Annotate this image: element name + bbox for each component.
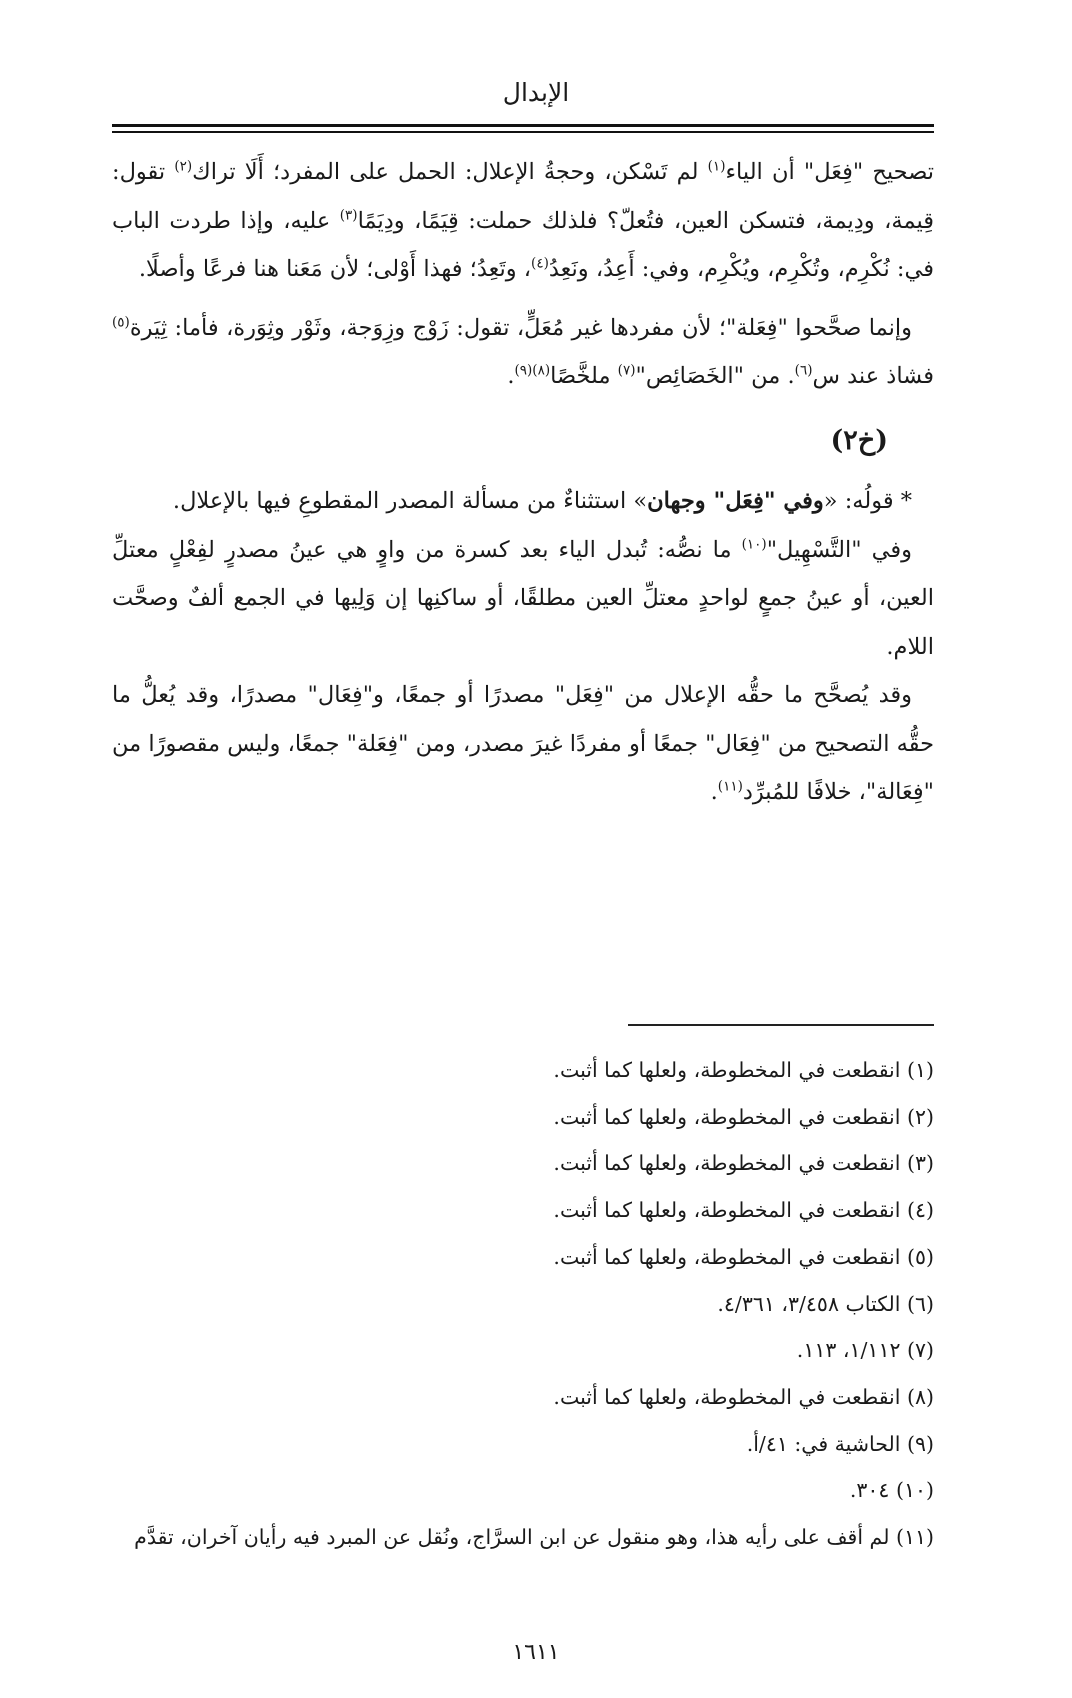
text: . bbox=[507, 363, 515, 389]
text: . bbox=[710, 779, 718, 805]
section-heading: (خ٢) bbox=[830, 424, 888, 456]
paragraph-2 bbox=[112, 304, 934, 401]
text: وفي "التَّسْهِيل" bbox=[766, 536, 912, 563]
footnote-ref-7[interactable]: (٧) bbox=[617, 362, 636, 379]
footnote-ref-5[interactable]: (٥) bbox=[112, 314, 130, 330]
text: وقد يُصحَّح ما حقُّه الإعلال من "فِعَل" مصدرًا أو جمعًا، و"فِعَال" مصدرًا، وقد يُعلُّ ما حقُّه التصحيح من "فِعَال" جمعًا أو مفردًا غيرَ مصدر، ومن "فِعَلة" جمعًا، وليس مقصورًا من "فِعَالة"، خلافًا للمُبرِّد bbox=[112, 682, 934, 805]
footnote: (٦) الكتاب ٣/٤٥٨، ٤/٣٦١. bbox=[717, 1291, 934, 1316]
main-text bbox=[112, 148, 934, 817]
page-number: ١٦١١ bbox=[512, 1640, 560, 1665]
footnote-ref-9[interactable]: (٩) bbox=[514, 362, 533, 379]
paragraph-3 bbox=[112, 477, 934, 526]
paragraph-4 bbox=[112, 526, 934, 672]
footnote: (٤) انقطعت في المخطوطة، ولعلها كما أثبت. bbox=[553, 1198, 934, 1223]
text: فشاذ عند س bbox=[812, 363, 934, 389]
footnote: (١١) لم أقف على رأيه هذا، وهو منقول عن ابن السرَّاج، ونُقل عن المبرد فيه رأيان آخران، تقدَّم bbox=[134, 1525, 934, 1550]
header-rule-thick bbox=[112, 124, 934, 127]
text: عليه، وإذا طردت الباب في: نُكْرِم، وتُكْرِم، ويُكْرِم، وفي: أَعِدُ، ونَعِدُ bbox=[112, 207, 934, 282]
footnote: (١٠) ٣٠٤. bbox=[849, 1478, 934, 1503]
footnote-ref-4[interactable]: (٤) bbox=[531, 255, 549, 272]
text: ملخَّصًا bbox=[550, 363, 618, 389]
text: ما نصُّه: تُبدل الياء بعد كسرة من واوٍ هي عينُ مصدرٍ لفِعْلٍ معتلِّ العين، أو عينُ جمعٍ لواحدٍ معتلِّ العين مطلقًا، أو ساكنِها إن وَلِيها في الجمع ألفٌ وصحَّت اللام. bbox=[112, 536, 934, 660]
quoted-phrase: وفي "فِعَل" وجهان bbox=[647, 488, 824, 514]
footnotes bbox=[112, 1047, 934, 1561]
running-head: الإبدال bbox=[502, 78, 570, 107]
footnote-ref-10[interactable]: (١٠) bbox=[741, 536, 767, 552]
footnote-ref-11[interactable]: (١١) bbox=[717, 778, 743, 795]
text: ، وتَعِدُ؛ فهذا أَوْلى؛ لأن مَعَنا هنا فرعًا وأصلًا. bbox=[138, 256, 532, 282]
footnote: (٧) ١/١١٢، ١١٣. bbox=[796, 1338, 934, 1363]
text: وإنما صحَّحوا "فِعَلة"؛ لأن مفردها غير مُعَلٍّ، تقول: زَوْج وزِوَجة، وثَوْر وثِوَرة، فأما: ثِيَرة bbox=[129, 314, 912, 341]
footnote: (٢) انقطعت في المخطوطة، ولعلها كما أثبت. bbox=[553, 1104, 934, 1129]
paragraph-1 bbox=[112, 148, 934, 294]
text: لم تَسْكن، وحجةُ الإعلال: الحمل على المفرد؛ أَلَا تراك bbox=[192, 159, 708, 185]
footnote-ref-1[interactable]: (١) bbox=[707, 158, 726, 175]
footnote: (٣) انقطعت في المخطوطة، ولعلها كما أثبت. bbox=[553, 1151, 934, 1176]
footnote: (١) انقطعت في المخطوطة، ولعلها كما أثبت. bbox=[553, 1058, 934, 1082]
text: » استثناءٌ من مسألة المصدر المقطوعِ فيها بالإعلال. bbox=[172, 488, 648, 514]
text: . من "الخَصَائِص" bbox=[635, 363, 795, 389]
footnote-ref-6[interactable]: (٦) bbox=[794, 362, 813, 379]
footnote: (٥) انقطعت في المخطوطة، ولعلها كما أثبت. bbox=[553, 1244, 934, 1269]
text: تقول: قِيمة، ودِيمة، فتسكن العين، فتُعلّ؟ فلذلك حملت: قِيَمًا، ودِيَمًا bbox=[112, 159, 934, 234]
footnote-separator bbox=[628, 1024, 934, 1026]
footnote: (٩) الحاشية في: ٤١/أ. bbox=[746, 1431, 934, 1456]
footnote-ref-8[interactable]: (٨) bbox=[532, 362, 551, 379]
header-rule-thin bbox=[112, 131, 934, 133]
text: تصحيح "فِعَل" أن الياء bbox=[725, 159, 934, 185]
footnote: (٨) انقطعت في المخطوطة، ولعلها كما أثبت. bbox=[553, 1384, 934, 1409]
footnote-ref-2[interactable]: (٢) bbox=[174, 158, 193, 175]
paragraph-5 bbox=[112, 671, 934, 817]
text: * قولُه: « bbox=[823, 488, 912, 514]
footnote-ref-3[interactable]: (٣) bbox=[339, 207, 358, 223]
